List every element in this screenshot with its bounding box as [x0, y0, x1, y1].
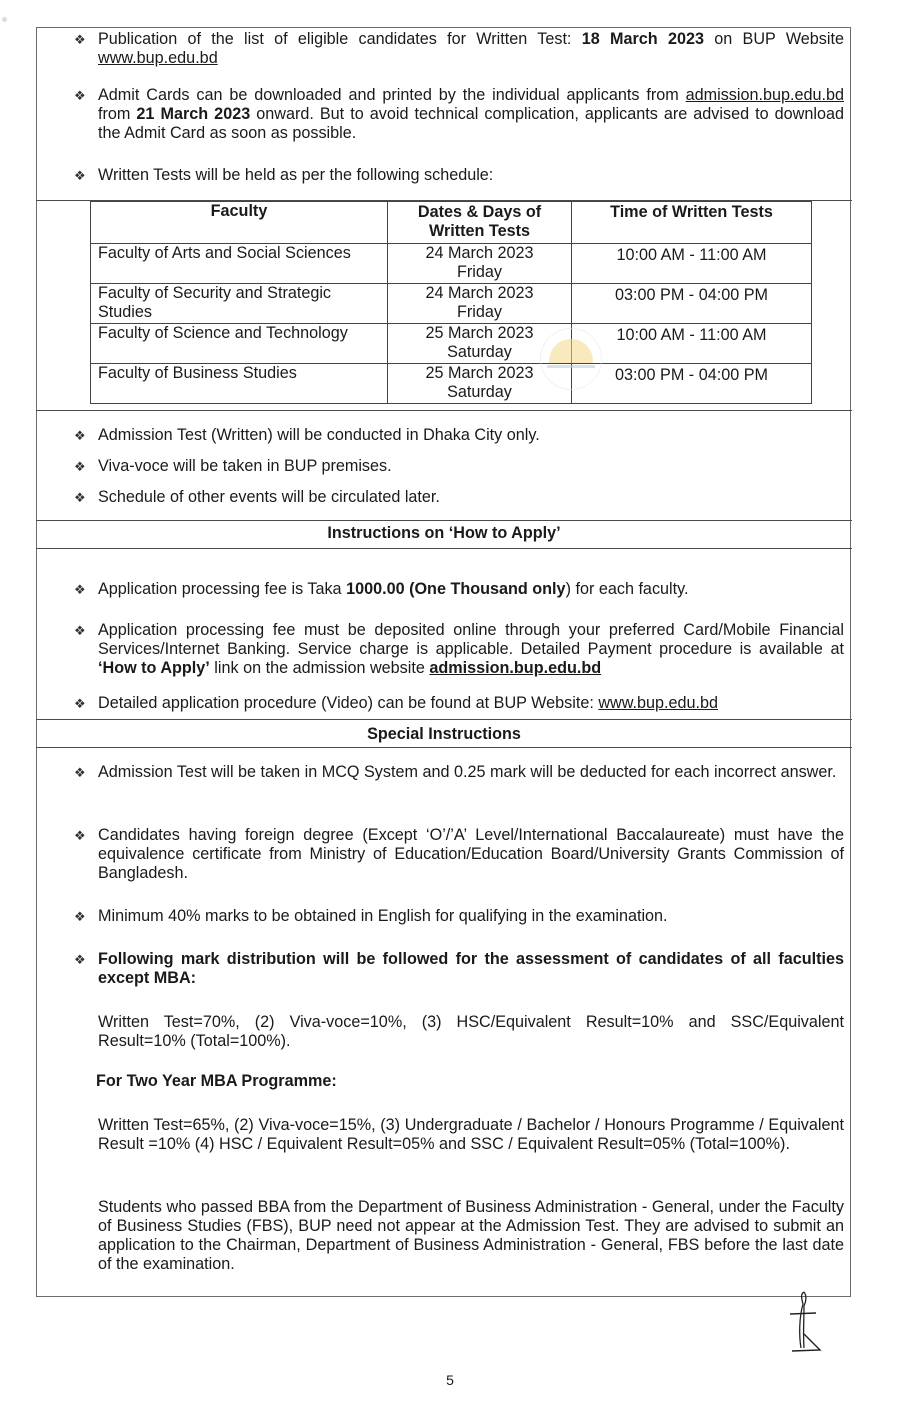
special-instructions-heading: Special Instructions	[367, 725, 521, 743]
notice-payment-procedure	[98, 621, 844, 678]
faculty-name: Faculty of Security and Strategic Studies	[98, 284, 332, 321]
faculty-name: Faculty of Science and Technology	[98, 324, 348, 342]
mark-distribution-general: Written Test=70%, (2) Viva-voce=10%, (3) HSC/Equivalent Result=10% and SSC/Equivalent Result=10% (Total=100%).	[98, 1013, 844, 1050]
test-date: 24 March 2023	[425, 244, 534, 262]
link-text[interactable]: www.bup.edu.bd	[598, 694, 719, 712]
written-test-schedule-table	[90, 201, 812, 404]
text-run: 21 March 2023	[136, 105, 251, 123]
text-run: from	[98, 105, 137, 123]
notice-viva-voce: Viva-voce will be taken in BUP premises.	[98, 457, 392, 475]
link-text[interactable]: admission.bup.edu.bd	[429, 659, 602, 677]
text-run: Written Tests will be held as per the following schedule:	[98, 166, 494, 184]
text-run: ‘How to Apply’	[98, 659, 210, 677]
test-time: 03:00 PM - 04:00 PM	[615, 366, 768, 384]
divider	[36, 410, 852, 411]
bullet-icon: ❖	[74, 88, 86, 103]
divider	[36, 747, 852, 748]
university-logo-watermark	[540, 328, 602, 390]
bullet-icon: ❖	[74, 428, 86, 443]
bullet-icon: ❖	[74, 828, 86, 843]
divider	[36, 548, 852, 549]
test-date: 25 March 2023	[425, 364, 534, 382]
scan-artifact	[2, 17, 7, 22]
test-time: 03:00 PM - 04:00 PM	[615, 286, 768, 304]
notice-mark-distribution: Following mark distribution will be followed for the assessment of candidates of all faculties except MBA:	[98, 950, 844, 987]
divider	[36, 719, 852, 720]
link-text[interactable]: www.bup.edu.bd	[98, 49, 218, 67]
divider	[36, 520, 852, 521]
faculty-name: Faculty of Business Studies	[98, 364, 297, 382]
bullet-icon: ❖	[74, 490, 86, 505]
test-day: Saturday	[447, 343, 512, 361]
cell-faculty	[91, 324, 388, 364]
signature-icon	[786, 1288, 826, 1354]
table-header-row	[91, 202, 812, 244]
page-number: 5	[446, 1372, 454, 1388]
header-dates: Dates & Days of Written Tests	[388, 202, 572, 244]
cell-faculty	[91, 244, 388, 284]
table-row	[91, 244, 812, 284]
text-run: 18 March 2023	[581, 30, 704, 48]
notice-dhaka-only: Admission Test (Written) will be conducted in Dhaka City only.	[98, 426, 540, 444]
bullet-icon: ❖	[74, 952, 86, 967]
notice-english-minimum: Minimum 40% marks to be obtained in English for qualifying in the examination.	[98, 907, 668, 925]
bba-exemption-note: Students who passed BBA from the Department of Business Administration - General, under the Faculty of Business Studies (FBS), BUP need not appear at the Admission Test. They are advised to submit an application to the Chairman, Department of Business Administration - General, FBS before the last date of the examination.	[98, 1198, 844, 1273]
mark-distribution-mba: Written Test=65%, (2) Viva-voce=15%, (3) Undergraduate / Bachelor / Honours Programme / Equivalent Result =10% (4) HSC / Equivalent Result=05% and SSC / Equivalent Result=05% (Total=100%).	[98, 1116, 844, 1153]
test-time: 10:00 AM - 11:00 AM	[616, 246, 767, 264]
link-text[interactable]: admission.bup.edu.bd	[685, 86, 844, 104]
bullet-icon: ❖	[74, 459, 86, 474]
table-row	[91, 324, 812, 364]
header-faculty: Faculty	[91, 202, 388, 244]
cell-time	[572, 324, 812, 364]
table-row	[91, 364, 812, 404]
text-run: ) for each faculty.	[565, 580, 689, 598]
faculty-name: Faculty of Arts and Social Sciences	[98, 244, 351, 262]
text-run: Admit Cards can be downloaded and printed by the individual applicants from	[98, 86, 686, 104]
test-date: 24 March 2023	[425, 284, 534, 302]
text-run: Application processing fee is Taka	[98, 580, 347, 598]
text-run: link on the admission website	[209, 659, 430, 677]
sun-emblem-icon	[549, 339, 593, 363]
bullet-icon: ❖	[74, 168, 86, 183]
text-run: Publication of the list of eligible candidates for Written Test:	[98, 30, 582, 48]
notice-publication	[98, 30, 844, 68]
cell-time	[572, 244, 812, 284]
bullet-icon: ❖	[74, 765, 86, 780]
bullet-icon: ❖	[74, 909, 86, 924]
bullet-icon: ❖	[74, 32, 86, 47]
header-time: Time of Written Tests	[572, 202, 812, 244]
notice-processing-fee	[98, 580, 844, 599]
cell-time	[572, 284, 812, 324]
cell-date	[388, 244, 572, 284]
notice-schedule-intro	[98, 166, 844, 185]
notice-foreign-degree: Candidates having foreign degree (Except ‘O’/’A’ Level/International Baccalaureate) must have the equivalence certificate from Ministry of Education/Education Board/University Grants Commission of Bangladesh.	[98, 826, 844, 882]
notice-admit-card	[98, 86, 844, 143]
cell-time	[572, 364, 812, 404]
text-run: Detailed application procedure (Video) can be found at BUP Website:	[98, 694, 599, 712]
test-day: Saturday	[447, 383, 512, 401]
cell-date	[388, 284, 572, 324]
bullet-icon: ❖	[74, 696, 86, 711]
text-run: onward. But to avoid technical complication, applicants are advised to download the Admit Card as soon as possible.	[98, 105, 844, 142]
table-row	[91, 284, 812, 324]
notice-other-events: Schedule of other events will be circulated later.	[98, 488, 440, 506]
text-run: Application processing fee must be deposited online through your preferred Card/Mobile Financial Services/Internet Banking. Service charge is applicable. Detailed Payment procedure is available at	[98, 621, 844, 658]
emblem-band	[547, 365, 595, 368]
bullet-icon: ❖	[74, 582, 86, 597]
notice-mcq-system: Admission Test will be taken in MCQ System and 0.25 mark will be deducted for each incorrect answer.	[98, 763, 837, 781]
mba-programme-heading: For Two Year MBA Programme:	[96, 1072, 337, 1090]
test-date: 25 March 2023	[425, 324, 534, 342]
cell-faculty	[91, 284, 388, 324]
text-run: 1000.00 (One Thousand only	[346, 580, 566, 598]
text-run: on BUP Website	[703, 30, 844, 48]
how-to-apply-heading: Instructions on ‘How to Apply’	[327, 524, 561, 542]
notice-video-procedure	[98, 694, 844, 713]
cell-faculty	[91, 364, 388, 404]
test-day: Friday	[457, 263, 502, 281]
test-day: Friday	[457, 303, 502, 321]
bullet-icon: ❖	[74, 623, 86, 638]
test-time: 10:00 AM - 11:00 AM	[616, 326, 767, 344]
